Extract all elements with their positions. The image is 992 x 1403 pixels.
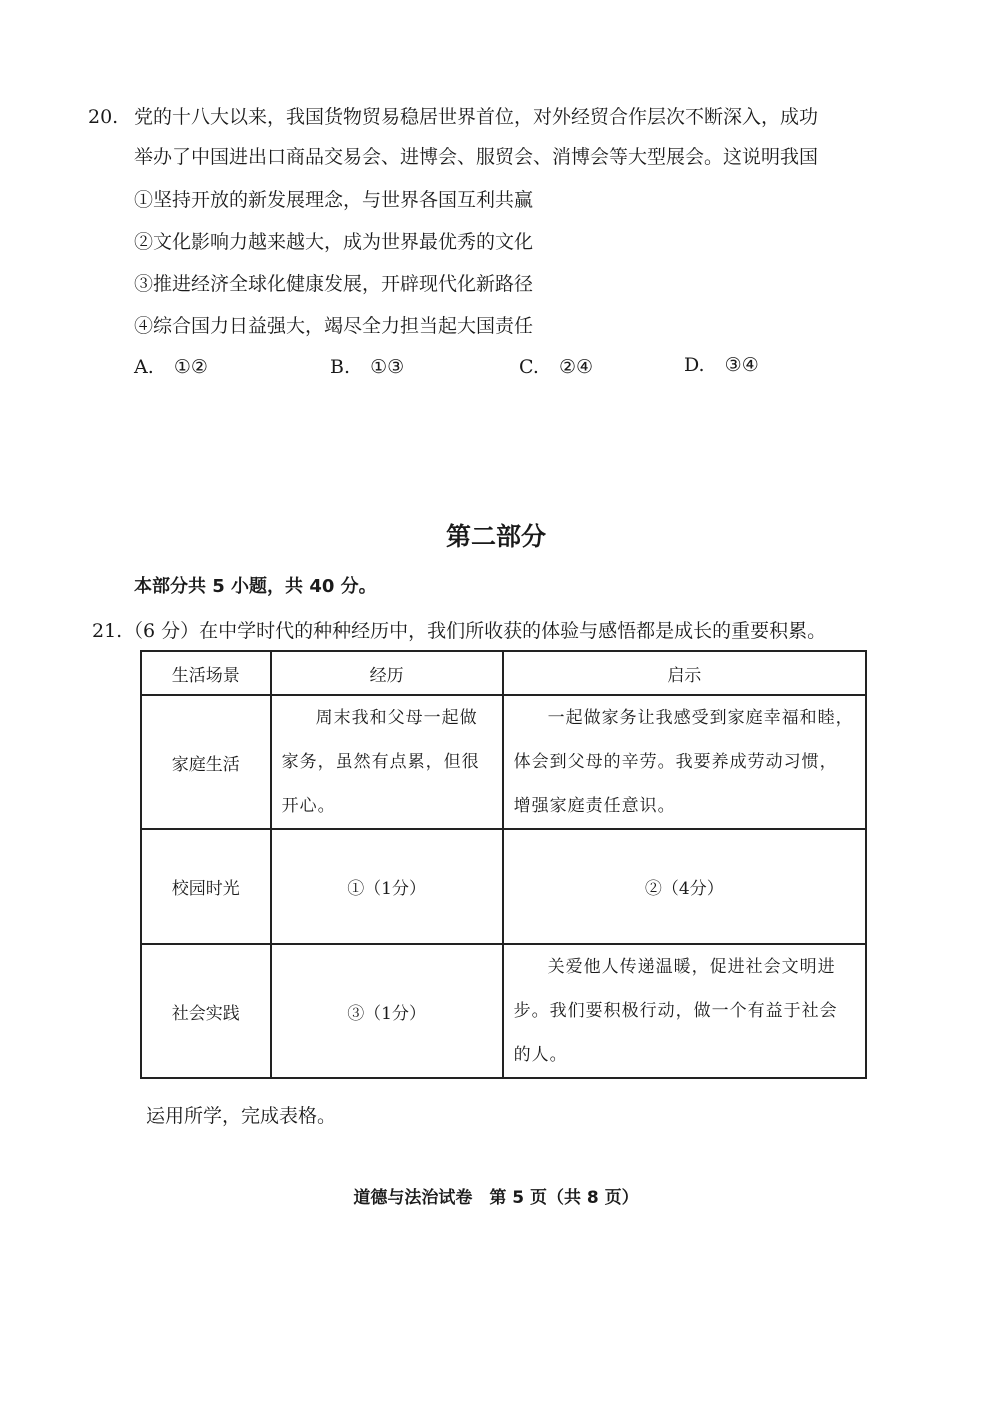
- insight-text: 关爱他人传递温暖，促进社会文明进步。我们要积极行动，做一个有益于社会的人。: [513, 957, 838, 1065]
- option-value: ②④: [558, 356, 594, 378]
- question-20-item-3: ③推进经济全球化健康发展，开辟现代化新路径: [134, 273, 534, 295]
- option-letter: C.: [519, 356, 539, 378]
- header-experience: 经历: [271, 651, 503, 695]
- option-letter: B.: [330, 356, 351, 378]
- header-scene: 生活场景: [141, 651, 271, 695]
- experience-table: [140, 650, 867, 1079]
- question-20-item-4: ④综合国力日益强大，竭尽全力担当起大国责任: [134, 315, 534, 337]
- page-footer: 道德与法治试卷 第 5 页（共 8 页）: [353, 1188, 639, 1208]
- table-row: [141, 695, 866, 829]
- table-header-row: [141, 651, 866, 695]
- question-20-option-a: [134, 354, 208, 380]
- question-21-stem: （6 分）在中学时代的种种经历中，我们所收获的体验与感悟都是成长的重要积累。: [124, 620, 827, 642]
- scene-cell: 校园时光: [141, 829, 271, 944]
- experience-cell: [271, 695, 503, 829]
- scene-cell: 社会实践: [141, 944, 271, 1078]
- question-20-option-c: [519, 354, 593, 380]
- question-20-stem-line1: 党的十八大以来，我国货物贸易稳居世界首位，对外经贸合作层次不断深入，成功: [134, 106, 819, 128]
- table-row: [141, 944, 866, 1078]
- header-insight: 启示: [503, 651, 866, 695]
- experience-text: 周末我和父母一起做家务，虽然有点累，但很开心。: [281, 708, 480, 816]
- question-20-item-1: ①坚持开放的新发展理念，与世界各国互利共赢: [134, 189, 534, 211]
- question-21-number: 21.: [92, 620, 123, 642]
- insight-cell: [503, 944, 866, 1078]
- insight-cell: ②（4分）: [503, 829, 866, 944]
- question-20-option-d: [684, 352, 759, 378]
- question-21-instruction: 运用所学，完成表格。: [146, 1105, 337, 1127]
- experience-cell: ①（1分）: [271, 829, 503, 944]
- insight-cell: [503, 695, 866, 829]
- table-row: [141, 829, 866, 944]
- section-note: 本部分共 5 小题，共 40 分。: [134, 576, 377, 597]
- scene-cell: 家庭生活: [141, 695, 271, 829]
- question-20-option-b: [330, 354, 404, 380]
- section-title: 第二部分: [445, 522, 546, 551]
- option-value: ③④: [724, 354, 759, 376]
- question-20-item-2: ②文化影响力越来越大，成为世界最优秀的文化: [134, 231, 534, 253]
- option-letter: A.: [134, 356, 154, 378]
- question-20-number: 20.: [88, 106, 119, 128]
- option-value: ①②: [173, 356, 208, 378]
- experience-cell: ③（1分）: [271, 944, 503, 1078]
- option-letter: D.: [684, 354, 705, 376]
- insight-text: 一起做家务让我感受到家庭幸福和睦，体会到父母的辛劳。我要养成劳动习惯，增强家庭责任意识。: [513, 708, 854, 816]
- option-value: ①③: [370, 356, 405, 378]
- question-20-stem-line2: 举办了中国进出口商品交易会、进博会、服贸会、消博会等大型展会。这说明我国: [134, 146, 819, 168]
